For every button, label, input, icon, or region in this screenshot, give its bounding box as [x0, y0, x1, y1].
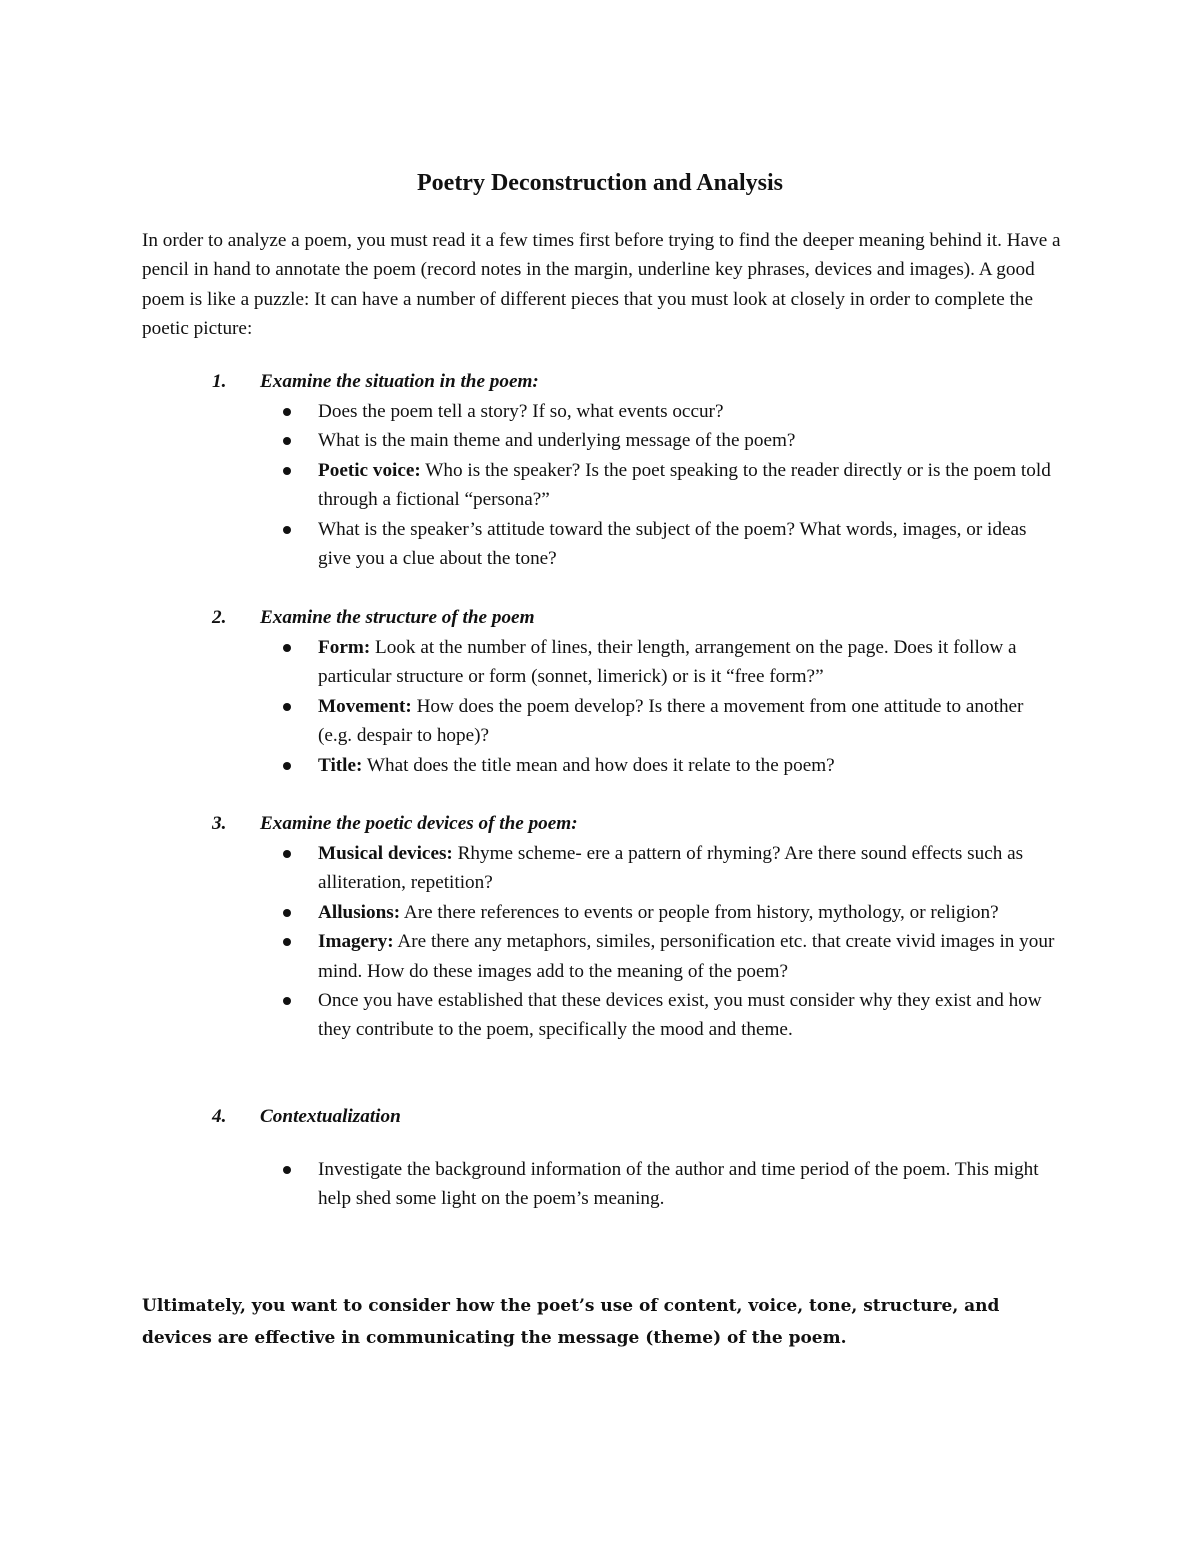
bullet-text: What is the main theme and underlying message of the poem? — [318, 430, 796, 452]
bullet-icon — [283, 526, 291, 534]
bullet-icon — [283, 467, 291, 475]
bullet-label: Imagery: — [318, 931, 394, 953]
bullet-list — [0, 633, 1200, 780]
section-title: Examine the structure of the poem — [260, 607, 535, 628]
bullet-text: How does the poem develop? Is there a movement from one attitude to another (e.g. despair to hope)? — [318, 695, 1024, 747]
bullet-list — [0, 1155, 1200, 1214]
bullet-icon — [283, 997, 291, 1005]
section-title: Examine the poetic devices of the poem: — [260, 813, 578, 834]
bullet-icon — [283, 762, 291, 770]
bullet-label: Movement: — [318, 695, 412, 717]
section-number: 2. — [212, 607, 227, 628]
bullet-text: Once you have established that these devices exist, you must consider why they exist and how they contribute to the poem, specifically the mood and theme. — [318, 990, 1042, 1041]
section-number: 4. — [212, 1106, 227, 1127]
section-number: 3. — [212, 813, 227, 834]
document-title: Poetry Deconstruction and Analysis — [417, 170, 783, 196]
section-heading — [0, 603, 1200, 633]
bullet-label: Allusions: — [318, 901, 401, 923]
bullet-icon — [283, 644, 291, 652]
bullet-text: What is the speaker’s attitude toward the subject of the poem? What words, images, or ideas give you a clue about the tone? — [318, 518, 1027, 570]
list-item — [0, 1155, 1060, 1214]
bullet-label: Poetic voice: — [318, 459, 421, 481]
bullet-text: Look at the number of lines, their length, arrangement on the page. Does it follow a particular structure or form (sonnet, limerick) or is it “free form?” — [318, 637, 1017, 688]
bullet-text: Are there any metaphors, similes, personification etc. that create vivid images in your mind. How do these images add to the meaning of the poem? — [318, 931, 1055, 982]
list-item — [0, 898, 1060, 927]
list-item — [0, 397, 1060, 426]
bullet-icon — [283, 850, 291, 858]
bullet-text: Are there references to events or people from history, mythology, or religion? — [400, 901, 999, 923]
list-item — [0, 633, 1060, 692]
list-item — [0, 426, 1060, 455]
list-item — [0, 839, 1060, 898]
bullet-text: Investigate the background information of the author and time period of the poem. This might help shed some light on the poem’s meaning. — [318, 1159, 1039, 1210]
bullet-icon — [283, 909, 291, 917]
bullet-text: What does the title mean and how does it relate to the poem? — [362, 754, 835, 776]
bullet-list — [0, 397, 1200, 573]
section-heading — [0, 809, 1200, 839]
conclusion-paragraph: Ultimately, you want to consider how the poet’s use of content, voice, tone, structure, and devices are effective in communicating the message (theme) of the poem. — [142, 1296, 1000, 1348]
bullet-icon — [283, 437, 291, 445]
list-item — [0, 515, 1060, 574]
bullet-icon — [283, 938, 291, 946]
bullet-label: Title: — [318, 754, 363, 776]
intro-paragraph: In order to analyze a poem, you must read it a few times first before trying to find the deeper meaning behind it. Have a pencil in hand to annotate the poem (record notes in the margin, underline key phrases, devices and images). A good poem is like a puzzle: It can have a number of different pieces that you must look at closely in order to complete the poetic picture: — [142, 230, 1061, 340]
section-title: Contextualization — [260, 1106, 401, 1127]
list-item — [0, 986, 1060, 1045]
list-item — [0, 927, 1060, 986]
list-item — [0, 456, 1060, 515]
list-item — [0, 751, 1060, 780]
bullet-label: Musical devices: — [318, 843, 453, 864]
bullet-icon — [283, 703, 291, 711]
bullet-icon — [283, 1166, 291, 1174]
list-item — [0, 692, 1060, 751]
section-heading — [0, 1102, 1200, 1132]
bullet-list — [0, 839, 1200, 1045]
bullet-text: Rhyme scheme- ere a pattern of rhyming? Are there sound effects such as alliteration, repetition? — [318, 843, 1024, 894]
section-number: 1. — [212, 371, 227, 392]
bullet-text: Who is the speaker? Is the poet speaking to the reader directly or is the poem told through a fictional “persona?” — [318, 459, 1051, 511]
section-title: Examine the situation in the poem: — [260, 371, 539, 392]
section-heading — [0, 367, 1200, 397]
bullet-text: Does the poem tell a story? If so, what events occur? — [318, 401, 724, 422]
bullet-icon — [283, 408, 291, 416]
bullet-label: Form: — [318, 637, 371, 658]
